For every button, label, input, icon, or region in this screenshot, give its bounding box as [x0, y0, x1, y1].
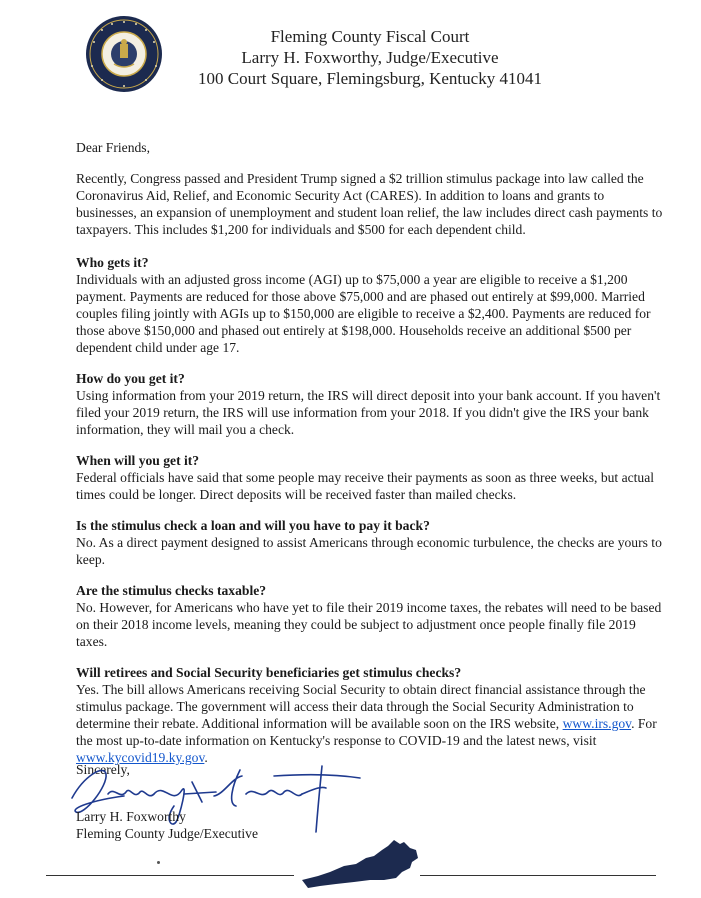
- intro-paragraph: Recently, Congress passed and President Trump signed a $2 trillion stimulus package into law called the Coronavirus Aid, Relief, and Economic Security Act (CARES). In addition to loans and grants to businesses, an expansion of unemployment and student loan relief, the law includes direct cash payments to taxpayers. This includes $1,200 for individuals and $500 for each dependent child.: [76, 171, 663, 237]
- footer-rule-left: [46, 875, 294, 876]
- section-body: Individuals with an adjusted gross income (AGI) up to $75,000 a year are eligible to receive a $1,200 payment. Payments are reduced for those above $75,000 and are phased out entirely at $99,000. Married couples filing jointly with AGIs up to $150,000 are eligible to receive a $2,400. Payments are reduced for those above $150,000 and phased out entirely at $198,000. Households receive an additional $500 per dependent child under age 17.: [76, 272, 651, 355]
- stray-mark: [157, 861, 160, 864]
- section-body: [76, 681, 666, 766]
- section-is-it-a-loan: [76, 517, 666, 568]
- section-heading: How do you get it?: [76, 371, 185, 386]
- letterhead-judge-name: Larry H. Foxworthy, Judge/Executive: [241, 48, 499, 67]
- section-heading: Who gets it?: [76, 255, 149, 270]
- signer-block: [76, 808, 258, 842]
- footer-rule-right: [420, 875, 656, 876]
- section-body-text: .: [204, 750, 208, 765]
- section-body: No. However, for Americans who have yet to file their 2019 income taxes, the rebates will need to be based on their 2018 income levels, meaning they could be subject to adjustment once people finally file 2019 taxes.: [76, 600, 662, 649]
- kycovid19-website-link[interactable]: www.kycovid19.ky.gov: [76, 750, 205, 765]
- salutation: Dear Friends,: [76, 140, 150, 155]
- section-when-will-you-get-it: [76, 452, 666, 503]
- section-heading: Is the stimulus check a loan and will you have to pay it back?: [76, 518, 430, 533]
- section-taxable: [76, 582, 666, 650]
- signer-title: Fleming County Judge/Executive: [76, 826, 258, 841]
- section-how-do-you-get-it: [76, 370, 666, 438]
- section-heading: Are the stimulus checks taxable?: [76, 583, 267, 598]
- letter-body: [76, 139, 666, 780]
- letterhead-address: 100 Court Square, Flemingsburg, Kentucky 41041: [198, 69, 542, 88]
- section-retirees: [76, 664, 666, 766]
- irs-website-link[interactable]: www.irs.gov: [562, 716, 632, 731]
- letterhead-court-name: Fleming County Fiscal Court: [270, 27, 470, 46]
- section-body-text: Yes. The bill allows Americans receiving Social Security to obtain direct financial assistance through the stimulus package. The government will access their data through the Social Security Administration to determine their rebate. Additional information will be available soon on the IRS website,: [76, 682, 646, 731]
- section-body: No. As a direct payment designed to assist Americans through economic turbulence, the checks are yours to keep.: [76, 535, 662, 567]
- section-body-text: . For the most up-to-date information on Kentucky's response to COVID-19 and the latest news, visit: [76, 716, 657, 748]
- section-who-gets-it: [76, 254, 666, 356]
- section-heading: Will retirees and Social Security beneficiaries get stimulus checks?: [76, 665, 462, 680]
- closing: Sincerely,: [76, 762, 130, 777]
- section-body: Using information from your 2019 return, the IRS will direct deposit into your bank account. If you haven't filed your 2019 return, the IRS will use information from your 2018. If you didn't give the IRS your bank information, they will mail you a check.: [76, 388, 661, 437]
- signer-name: Larry H. Foxworthy: [76, 809, 186, 824]
- section-body: Federal officials have said that some people may receive their payments as soon as three weeks, but actual times could be longer. Direct deposits will be received faster than mailed checks.: [76, 470, 655, 502]
- letterhead: [150, 26, 590, 89]
- section-heading: When will you get it?: [76, 453, 200, 468]
- kentucky-map-icon: [300, 836, 420, 891]
